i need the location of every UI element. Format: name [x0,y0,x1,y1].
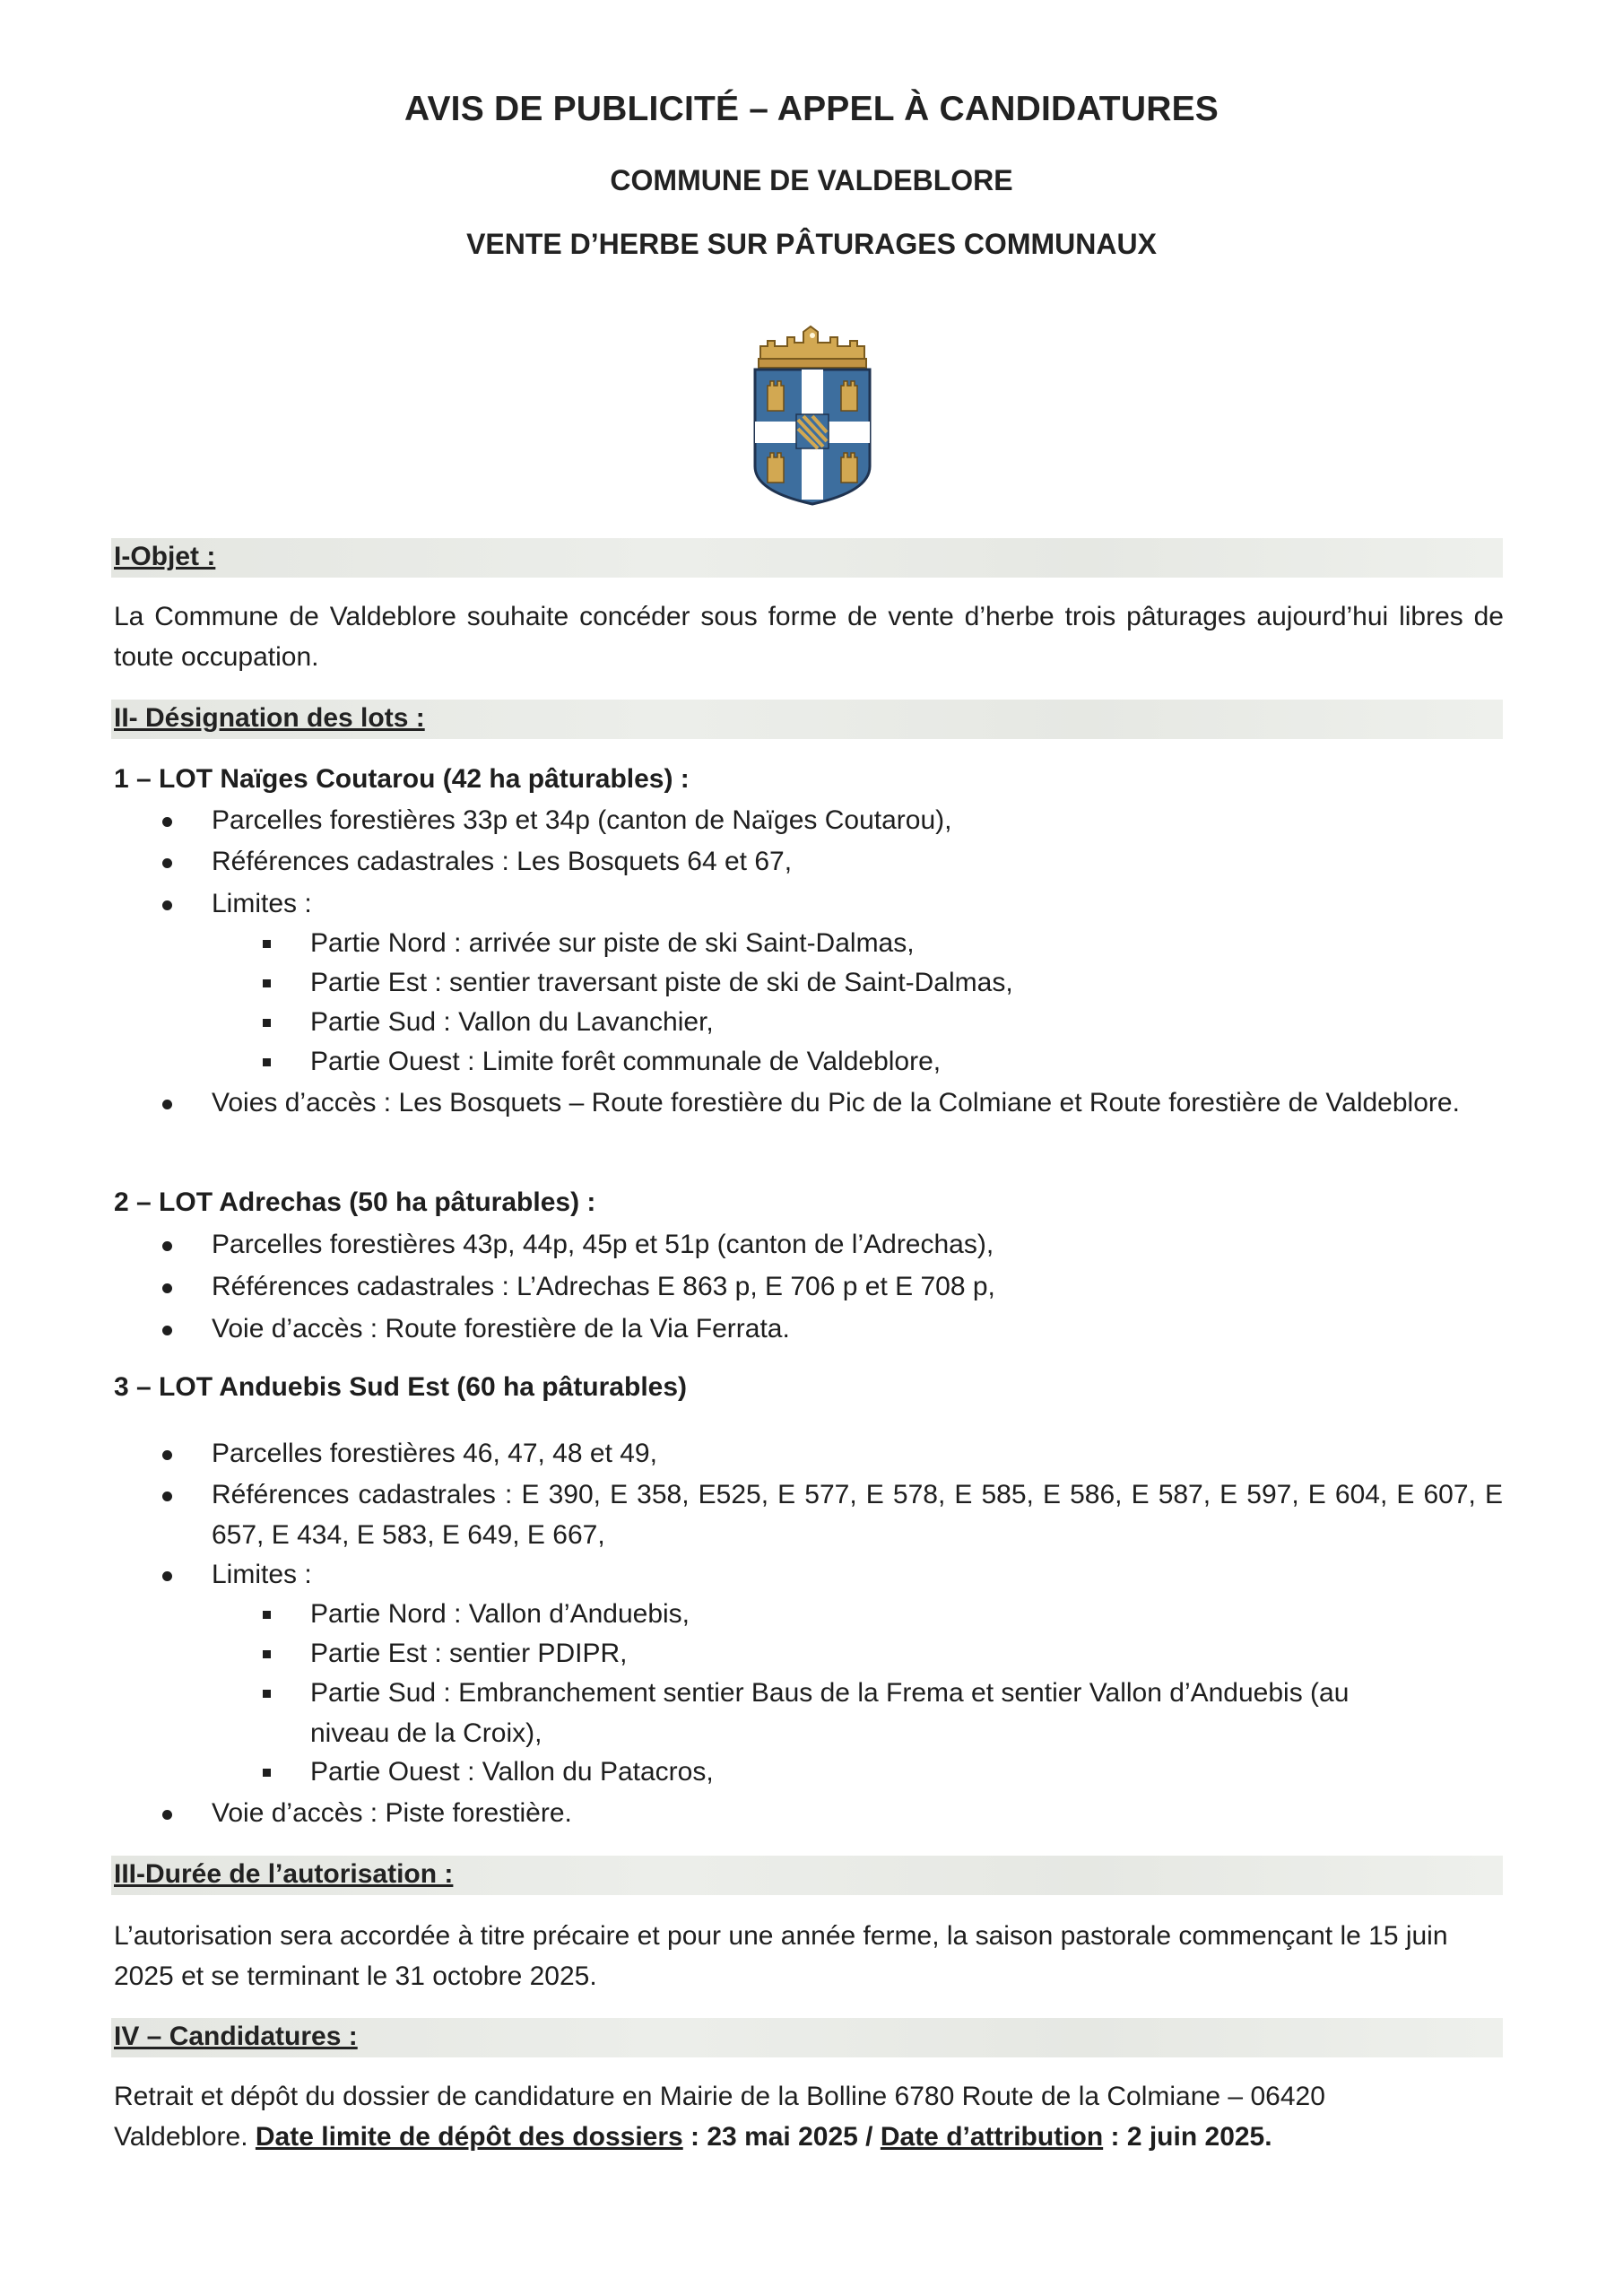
deadline-value: : 23 mai 2025 / [682,2122,881,2152]
lot1-title: 1 – LOT Naïges Coutarou (42 ha pâturables) : [114,764,690,794]
square-bullet-icon [261,923,273,963]
coat-of-arms-icon [748,314,877,511]
bullet-icon [160,1309,174,1349]
lot1-limite-est: Partie Est : sentier traversant piste de ski de Saint-Dalmas, [310,968,1013,997]
notice-subject: VENTE D’HERBE SUR PÂTURAGES COMMUNAUX [466,228,1157,260]
lot1-limite-nord: Partie Nord : arrivée sur piste de ski Saint-Dalmas, [310,928,915,958]
section-heading-label: II- Désignation des lots : [114,703,425,733]
square-bullet-icon [261,1752,273,1792]
lot1-limites: Limites : [212,889,312,918]
bullet-icon [160,1433,174,1474]
square-bullet-icon [261,1002,273,1042]
attribution-label: Date d’attribution [880,2122,1104,2152]
lot3-limite-sud: Partie Sud : Embranchement sentier Baus de la Frema et sentier Vallon d’Anduebis (au niveau de la Croix), [310,1678,1350,1748]
notice-title: AVIS DE PUBLICITÉ – APPEL À CANDIDATURES [404,90,1219,128]
section-heading-label: I-Objet : [114,542,216,571]
lot2-parcelles: Parcelles forestières 43p, 44p, 45p et 51p (canton de l’Adrechas), [212,1230,994,1259]
square-bullet-icon [261,1633,273,1674]
section-heading-lots [111,700,1503,739]
section-heading-label: III-Durée de l’autorisation : [114,1859,454,1889]
lot3-parcelles: Parcelles forestières 46, 47, 48 et 49, [212,1439,657,1468]
lot1-references: Références cadastrales : Les Bosquets 64 et 67, [212,847,793,876]
lot3-limite-est: Partie Est : sentier PDIPR, [310,1639,628,1668]
bullet-icon [160,1266,174,1307]
lot2-title: 2 – LOT Adrechas (50 ha pâturables) : [114,1187,596,1217]
lot1-parcelles: Parcelles forestières 33p et 34p (canton de Naïges Coutarou), [212,805,952,835]
section-heading-candidatures [111,2018,1503,2057]
candidatures-text: Retrait et dépôt du dossier de candidature en Mairie de la Bolline 6780 Route de la Colmiane – 06420 Valdeblore. [114,2082,1325,2152]
square-bullet-icon [261,1594,273,1634]
objet-paragraph: La Commune de Valdeblore souhaite concéder sous forme de vente d’herbe trois pâturages aujourd’hui libres de toute occupation. [114,602,1504,672]
bullet-icon [160,1474,174,1515]
bullet-icon [160,1793,174,1833]
lot3-limite-ouest: Partie Ouest : Vallon du Patacros, [310,1757,714,1787]
lot3-limite-nord: Partie Nord : Vallon d’Anduebis, [310,1599,690,1629]
lot1-limite-sud: Partie Sud : Vallon du Lavanchier, [310,1007,714,1037]
lot2-acces: Voie d’accès : Route forestière de la Via Ferrata. [212,1314,790,1344]
square-bullet-icon [261,962,273,1003]
bullet-icon [160,1224,174,1265]
duree-paragraph: L’autorisation sera accordée à titre précaire et pour une année ferme, la saison pastorale commençant le 15 juin 2025 et se terminant le 31 octobre 2025. [114,1921,1448,1991]
commune-name: COMMUNE DE VALDEBLORE [610,164,1013,196]
lot1-acces: Voies d’accès : Les Bosquets – Route forestière du Pic de la Colmiane et Route forestière de Valdeblore. [212,1088,1460,1118]
bullet-icon [160,1083,174,1123]
candidatures-paragraph [114,2076,1459,2157]
deadline-label: Date limite de dépôt des dossiers [255,2122,683,2152]
lot3-title: 3 – LOT Anduebis Sud Est (60 ha pâturables) [114,1372,688,1402]
square-bullet-icon [261,1673,273,1713]
lot3-references: Références cadastrales : E 390, E 358, E525, E 577, E 578, E 585, E 586, E 587, E 597, E 604, E 607, E 657, E 434, E 583, E 649, E 667, [212,1480,1503,1550]
lot3-acces: Voie d’accès : Piste forestière. [212,1798,572,1828]
section-heading-objet [111,538,1503,578]
lot2-references: Références cadastrales : L’Adrechas E 863 p, E 706 p et E 708 p, [212,1272,995,1301]
bullet-icon [160,800,174,840]
lot1-limite-ouest: Partie Ouest : Limite forêt communale de Valdeblore, [310,1047,942,1076]
bullet-icon [160,883,174,924]
bullet-icon [160,1554,174,1595]
section-heading-duree [111,1856,1503,1895]
bullet-icon [160,841,174,882]
attribution-value: : 2 juin 2025. [1103,2122,1272,2152]
lot3-limites: Limites : [212,1560,312,1589]
section-heading-label: IV – Candidatures : [114,2022,358,2051]
square-bullet-icon [261,1041,273,1082]
